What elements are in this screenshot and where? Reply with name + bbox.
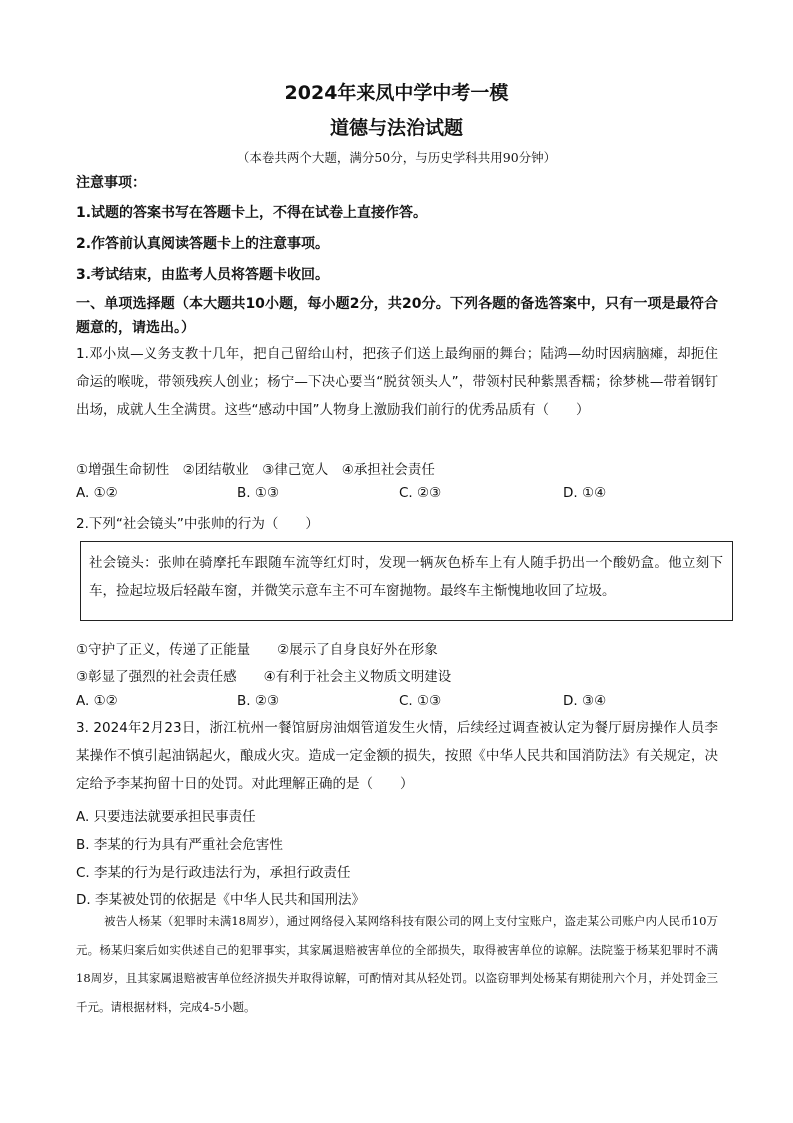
section-heading: 一、单项选择题（本大题共10小题，每小题2分，共20分。下列各题的备选答案中，只有一项是最符合题意的，请选出。） bbox=[76, 296, 718, 336]
question-1-option-b: B. ①③ bbox=[237, 485, 280, 501]
question-2-stem: 2.下列“社会镜头”中张帅的行为（ ） bbox=[76, 516, 319, 532]
instructions-heading: 注意事项： bbox=[76, 175, 146, 191]
question-1-stem: 1.邓小岚—义务支教十几年，把自己留给山村，把孩子们送上最绚丽的舞台；陆鸿—幼时因病脑瘫，却扼住命运的喉咙，带领残疾人创业；杨宁—下决心要当“脱贫领头人”，带领村民种紫黑香糯；徐梦桃—带着钢钉出场，成就人生全满贯。这些“感动中国”人物身上激励我们前行的优秀品质有（ ） bbox=[76, 346, 718, 418]
material-paragraph: 被告人杨某（犯罪时未满18周岁），通过网络侵入某网络科技有限公司的网上支付宝账户，盗走某公司账户内人民币10万元。杨某归案后如实供述自己的犯罪事实，其家属退赔被害单位的全部损失，取得被害单位的谅解。法院鉴于杨某犯罪时不满18周岁，且其家属退赔被害单位经济损失并取得谅解，可酌情对其从轻处罚。以盗窃罪判处杨某有期徒刑六个月，并处罚金三千元。请根据材料，完成4-5小题。 bbox=[76, 914, 718, 1014]
instruction-item: 1.试题的答案书写在答题卡上，不得在试卷上直接作答。 bbox=[76, 205, 428, 221]
question-2-option-d: D. ③④ bbox=[563, 693, 607, 709]
question-2-items-2: ③彰显了强烈的社会责任感 ④有利于社会主义物质文明建设 bbox=[76, 669, 452, 685]
question-1-items: ①增强生命韧性 ②团结敬业 ③律己宽人 ④承担社会责任 bbox=[76, 462, 435, 478]
question-3-stem: 3. 2024年2月23日，浙江杭州一餐馆厨房油烟管道发生火情，后续经过调查被认定为餐厅厨房操作人员李某操作不慎引起油锅起火，酿成火灾。造成一定金额的损失，按照《中华人民共和国消防法》有关规定，决定给予李某拘留十日的处罚。对此理解正确的是（ ） bbox=[76, 720, 718, 792]
question-1-option-c: C. ②③ bbox=[399, 485, 442, 501]
question-3-option-d: D. 李某被处罚的依据是《中华人民共和国刑法》 bbox=[76, 892, 365, 908]
question-2-option-c: C. ①③ bbox=[399, 693, 442, 709]
instruction-item: 3.考试结束，由监考人员将答题卡收回。 bbox=[76, 267, 330, 283]
social-scene-text: 社会镜头：张帅在骑摩托车跟随车流等红灯时，发现一辆灰色桥车上有人随手扔出一个酸奶盒。他立刻下车，捡起垃圾后轻敲车窗，并微笑示意车主不可车窗抛物。最终车主惭愧地收回了垃圾。 bbox=[89, 555, 723, 599]
exam-subtitle: 道德与法治试题 bbox=[329, 117, 463, 139]
exam-note: （本卷共两个大题，满分50分，与历史学科共用90分钟） bbox=[236, 150, 557, 165]
social-scene-box bbox=[80, 541, 733, 621]
question-2-option-b: B. ②③ bbox=[237, 693, 280, 709]
instruction-item: 2.作答前认真阅读答题卡上的注意事项。 bbox=[76, 236, 330, 252]
question-3-option-b: B. 李某的行为具有严重社会危害性 bbox=[76, 837, 283, 853]
question-2-option-a: A. ①② bbox=[76, 693, 118, 709]
question-2-items-1: ①守护了正义，传递了正能量 ②展示了自身良好外在形象 bbox=[76, 642, 438, 658]
question-3-option-c: C. 李某的行为是行政违法行为，承担行政责任 bbox=[76, 865, 351, 881]
question-3-option-a: A. 只要违法就要承担民事责任 bbox=[76, 809, 256, 825]
exam-title: 2024年来凤中学中考一模 bbox=[284, 82, 509, 104]
question-1-option-a: A. ①② bbox=[76, 485, 118, 501]
question-1-option-d: D. ①④ bbox=[563, 485, 607, 501]
